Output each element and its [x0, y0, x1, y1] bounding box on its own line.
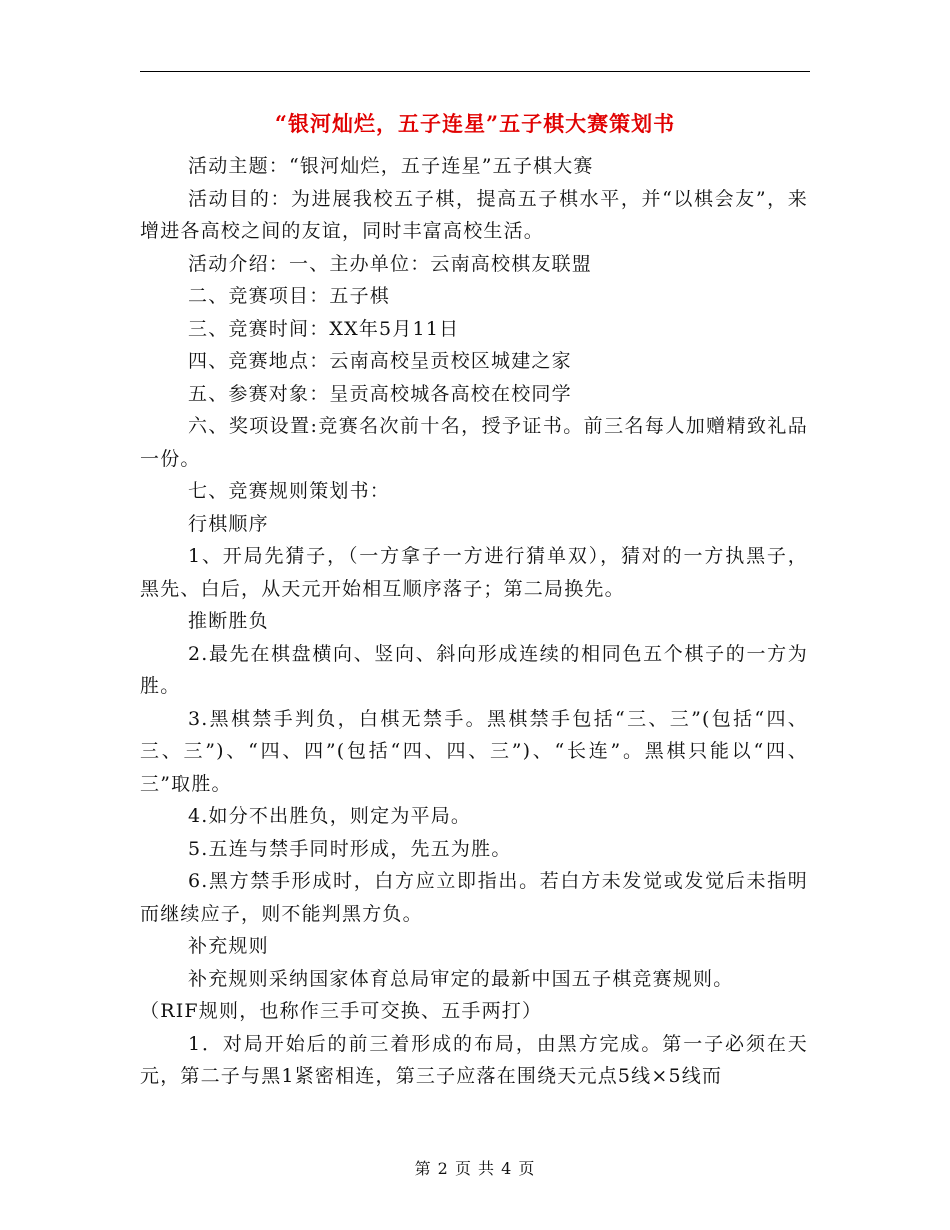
paragraph-event-time: 三、竞赛时间：XX年5月11日: [188, 317, 460, 340]
document-body: [140, 150, 808, 1093]
paragraph-rule-1: 1、开局先猜子，（一方拿子一方进行猜单双），猜对的一方执黑子，黑先、白后，从天元开始相互顺序落子；第二局换先。: [140, 545, 808, 600]
paragraph-event-item: 二、竞赛项目：五子棋: [188, 285, 391, 307]
paragraph-purpose: 活动目的：为进展我校五子棋，提高五子棋水平，并“以棋会友”，来增进各高校之间的友谊，同时丰富高校生活。: [140, 187, 808, 242]
paragraph-rule-6: 6.黑方禁手形成时，白方应立即指出。若白方未发觉或发觉后未指明而继续应子，则不能判黑方负。: [140, 870, 808, 925]
page-footer: 第 2 页 共 4 页: [414, 1159, 536, 1178]
paragraph-rule-4: 4.如分不出胜负，则定为平局。: [188, 805, 472, 827]
paragraph-participants: 五、参赛对象：呈贡高校城各高校在校同学: [188, 382, 572, 405]
paragraph-rule-2: 2.最先在棋盘横向、竖向、斜向形成连续的相同色五个棋子的一方为胜。: [140, 642, 808, 697]
paragraph-awards: 六、奖项设置:竞赛名次前十名，授予证书。前三名每人加赠精致礼品一份。: [140, 415, 808, 470]
document-title: “银河灿烂，五子连星”五子棋大赛策划书: [274, 111, 676, 136]
paragraph-supplementary: 补充规则采纳国家体育总局审定的最新中国五子棋竞赛规则。: [188, 967, 734, 990]
paragraph-event-venue: 四、竞赛地点：云南高校呈贡校区城建之家: [188, 350, 572, 372]
section-heading-supplementary: 补充规则: [188, 935, 269, 957]
paragraph-rule-3: 3.黑棋禁手判负，白棋无禁手。黑棋禁手包括“三、三”(包括“四、三、三”)、“四、四”(包括“四、四、三”)、“长连”。黑棋只能以“四、三”取胜。: [140, 707, 808, 795]
paragraph-rif-note: （RIF规则，也称作三手可交换、五手两打）: [140, 1000, 543, 1022]
paragraph-opening-rule: 1．对局开始后的前三着形成的布局，由黑方完成。第一子必须在天元，第二子与黑1紧密相连，第三子应落在围绕天元点5线×5线而: [140, 1032, 808, 1087]
paragraph-intro-organizer: 活动介绍：一、主办单位：云南高校棋友联盟: [188, 252, 593, 275]
header-rule: [140, 71, 810, 72]
section-heading-judging: 推断胜负: [188, 610, 269, 632]
section-heading-move-order: 行棋顺序: [188, 512, 269, 535]
paragraph-rule-5: 5.五连与禁手同时形成，先五为胜。: [188, 837, 512, 860]
paragraph-rules-heading: 七、竞赛规则策划书：: [188, 480, 391, 502]
paragraph-theme: 活动主题：“银河灿烂，五子连星”五子棋大赛: [188, 155, 594, 177]
